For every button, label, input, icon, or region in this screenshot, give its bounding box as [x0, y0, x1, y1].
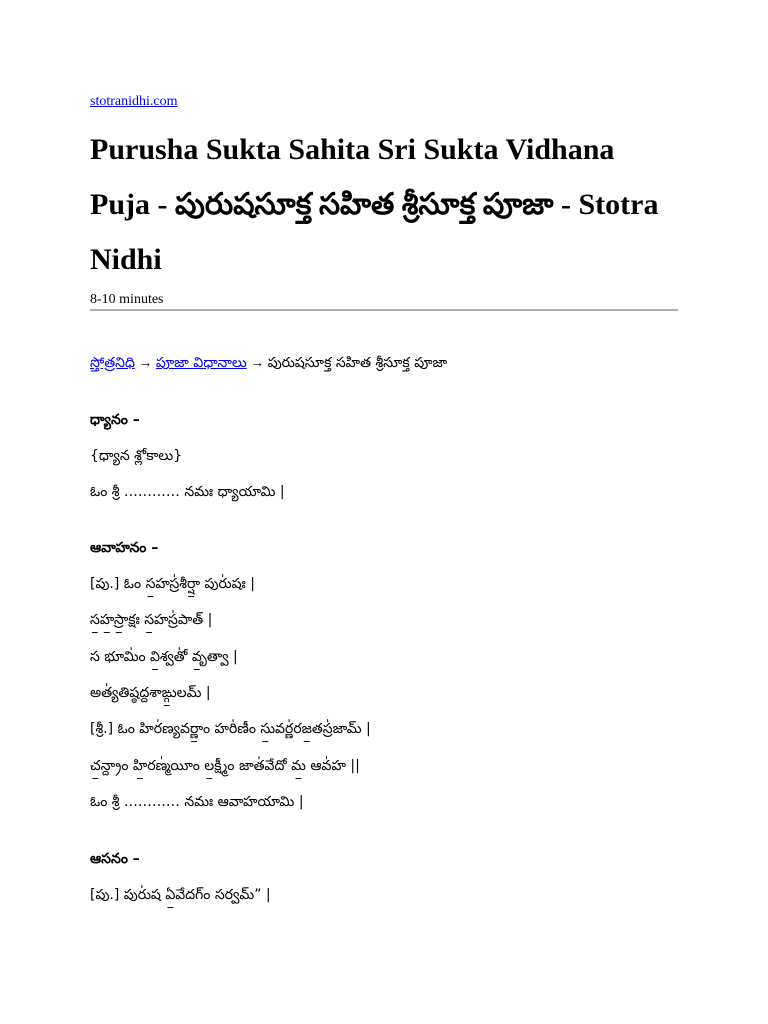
- breadcrumb-current: పురుషసూక్త సహిత శ్రీసూక్త పూజా: [267, 355, 448, 371]
- avahanam-heading: ఆవాహనం –: [90, 540, 159, 556]
- breadcrumb-separator: →: [246, 356, 268, 371]
- verse-line: స భూమిం॑ వి॒శ్వతో॑ వృ॒త్వా |: [90, 649, 238, 665]
- verse-line: ఓం శ్రీ ………… నమః ధ్యాయామి |: [90, 484, 285, 500]
- breadcrumb: [90, 355, 447, 374]
- read-time: 8-10 minutes: [90, 292, 164, 307]
- verse-line: [శ్రీ.] ఓం హిర॑ణ్యవర్ణాం॒ హరి॑ణీం సు॒వర్ణ॑రజ॒తస్ర॑జామ్ |: [90, 721, 371, 737]
- verse-line: {ధ్యాన శ్లోకాలు}: [90, 448, 183, 464]
- verse-line: [పు.] ఓం స॒హస్ర॑శీర్షా॒ పురు॑షః |: [90, 576, 255, 592]
- verse-line: చ॒న్ద్రాం హి॒రణ్మ॑యీం ల॒క్ష్మీం జాత॑వేదో మ॒ ఆవ॑హ ||: [90, 758, 360, 774]
- breadcrumb-home-link[interactable]: స్తోత్రనిధి: [90, 355, 135, 371]
- verse-line: స॒హ॒స్రా॒క్షః స॒హస్ర॑పాత్ |: [90, 612, 213, 628]
- page-title: Purusha Sukta Sahita Sri Sukta Vidhana Puja - పురుషసూక్త సహిత శ్రీసూక్త పూజా - Stotra Nidhi: [90, 133, 659, 276]
- breadcrumb-section-link[interactable]: పూజా విధానాలు: [155, 355, 247, 371]
- divider: [90, 309, 678, 311]
- dhyanam-heading: ధ్యానం –: [90, 412, 140, 428]
- verse-line: [పు.] పురు॑ష ఏ॒వేదగ్ం సర్వమ్” |: [90, 887, 271, 903]
- asanam-heading: ఆసనం –: [90, 851, 140, 867]
- verse-line: అత్య॑తిష్ఠద్దశాఙ్గు॒లమ్ |: [90, 685, 211, 701]
- breadcrumb-separator: →: [134, 356, 156, 371]
- site-link[interactable]: stotranidhi.com: [90, 94, 178, 109]
- verse-line: ఓం శ్రీ ………… నమః ఆవాహయామి |: [90, 794, 304, 810]
